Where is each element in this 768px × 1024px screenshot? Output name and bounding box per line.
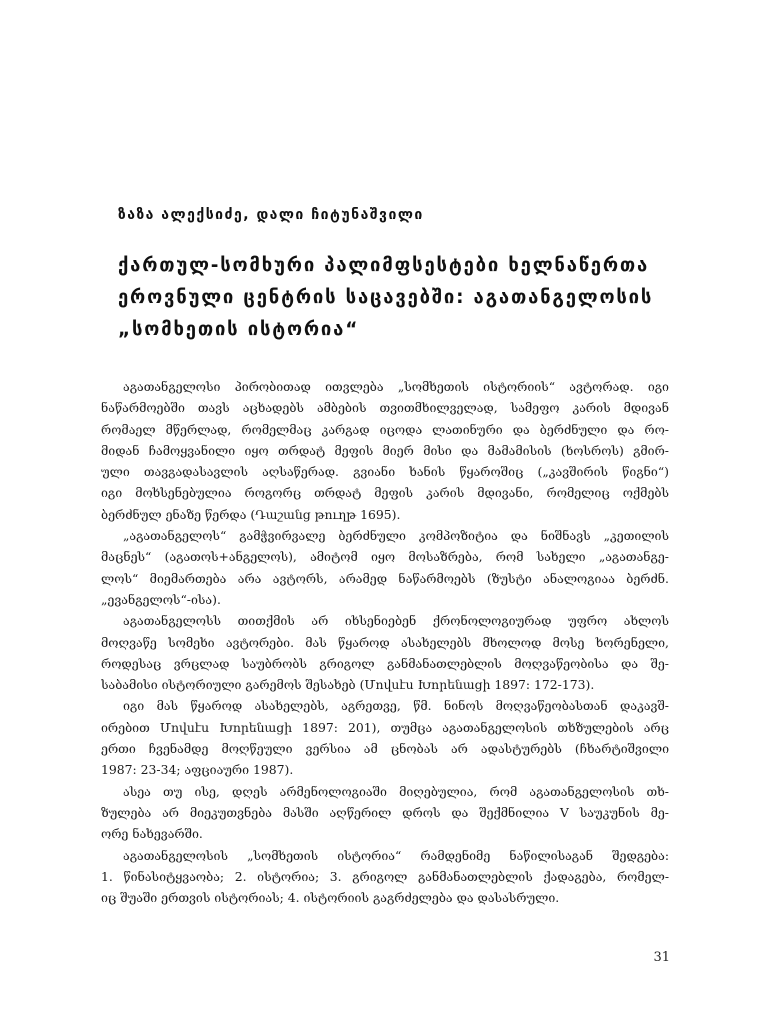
title-line: „სომხეთის ისტორია“ (118, 319, 360, 340)
title-line: ეროვნული ცენტრის საცავებში: აგათანგელოსის (118, 287, 654, 308)
article-title (118, 250, 678, 346)
body-line: ასეა თუ ისე, დღეს არმენოლოგიაში მიღებულია, რომ აგათანგელოსის თხ- (123, 783, 669, 799)
body-line: ორე ნახევარში. (101, 826, 203, 842)
body-line: რომაელ მწერლად, რომელმაც კარგად იცოდა ლათინური და ბერძნული და რო- (101, 421, 669, 437)
body-line: მაცნეს“ (აგათოს+ანგელოს), ამიტომ იყო მოსაზრება, რომ სახელი „აგათანგე- (101, 549, 669, 565)
body-line: ული თავგადასავლის აღსაწერად. გვიანი ხანის წყაროშიც („კავშირის წიგნი“) (101, 464, 669, 480)
body-line: ზულება არ მიეკუთვნება მასში აღწერილ დროს და შექმნილია V საუკუნის მე- (101, 804, 669, 820)
body-line: ბერძნულ ენაზე წერდა (Դաշանց թուղթ 1695). (101, 506, 401, 522)
article-body (101, 376, 669, 908)
body-line: მიდან ჩამოყვანილი იყო თრდატ მეფის მიერ მისი და მამამისის (ხოსროს) გმირ- (101, 442, 669, 458)
body-line: აგათანგელოსი პირობითად ითვლება „სომხეთის ისტორიის“ ავტორად. იგი (123, 379, 669, 394)
body-line: 1987: 23-34; აფციაური 1987). (101, 762, 294, 778)
body-line: საბამისი ისტორიული გარემოს შესახებ (Մովսէս Խորենացի 1897: 172-173). (101, 677, 595, 693)
body-line: აგათანგელოსის „სომხეთის ისტორია“ რამდენიმე ნაწილისაგან შედგება: (123, 847, 669, 863)
article-authors: ზაზა ალექსიძე, დალი ჩიტუნაშვილი (118, 207, 424, 223)
body-line: 1. წინასიტყვაობა; 2. ისტორია; 3. გრიგოლ განმანათლებლის ქადაგება, რომელ- (101, 868, 669, 884)
page-number: 31 (653, 950, 670, 965)
body-line: როდესაც ვრცლად საუბრობს გრიგოლ განმანათლებლის მოღვაწეობისა და შე- (101, 655, 669, 671)
body-line: „ევანგელოს“-ისა). (101, 591, 221, 607)
body-line: იგი მას წყაროდ ასახელებს, აგრეთვე, წმ. ნინოს მოღვაწეობასთან დაკავშ- (123, 698, 669, 714)
body-line: ირებით Մովսէս Խորենացի 1897: 201), თუმცა აგათანგელოსის თხზულების არც (101, 719, 669, 735)
body-line: „აგათანგელოს“ გამჭვირვალე ბერძნული კომპოზიტია და ნიშნავს „კეთილის (123, 528, 669, 544)
body-line: იც შუაში ერთვის ისტორიას; 4. ისტორიის გაგრძელება და დასასრული. (101, 890, 560, 906)
body-line: ერთი ჩვენამდე მოღწეული ვერსია ამ ცნობას არ ადასტურებს (ჩხარტიშვილი (101, 741, 669, 757)
body-line: ლოს“ მიემართება არა ავტორს, არამედ ნაწარმოებს (ზუსტი ანალოგიაა ბერძნ. (101, 570, 669, 586)
body-line: იგი მოხსენებულია როგორც თრდატ მეფის კარის მდივანი, რომელიც ოქმებს (101, 485, 669, 501)
body-line: მოღვაწე სომეხი ავტორები. მას წყაროდ ასახელებს მხოლოდ მოსე ხორენელი, (101, 634, 669, 650)
title-line: ქართულ-სომხური პალიმფსესტები ხელნაწერთა (118, 255, 650, 276)
body-line: ნაწარმოებში თავს აცხადებს ამბების თვითმხილველად, სამეფო კარის მდივან (101, 400, 669, 416)
body-line: აგათანგელოსს თითქმის არ იხსენიებენ ქრონოლოგიურად უფრო ახლოს (123, 613, 669, 629)
